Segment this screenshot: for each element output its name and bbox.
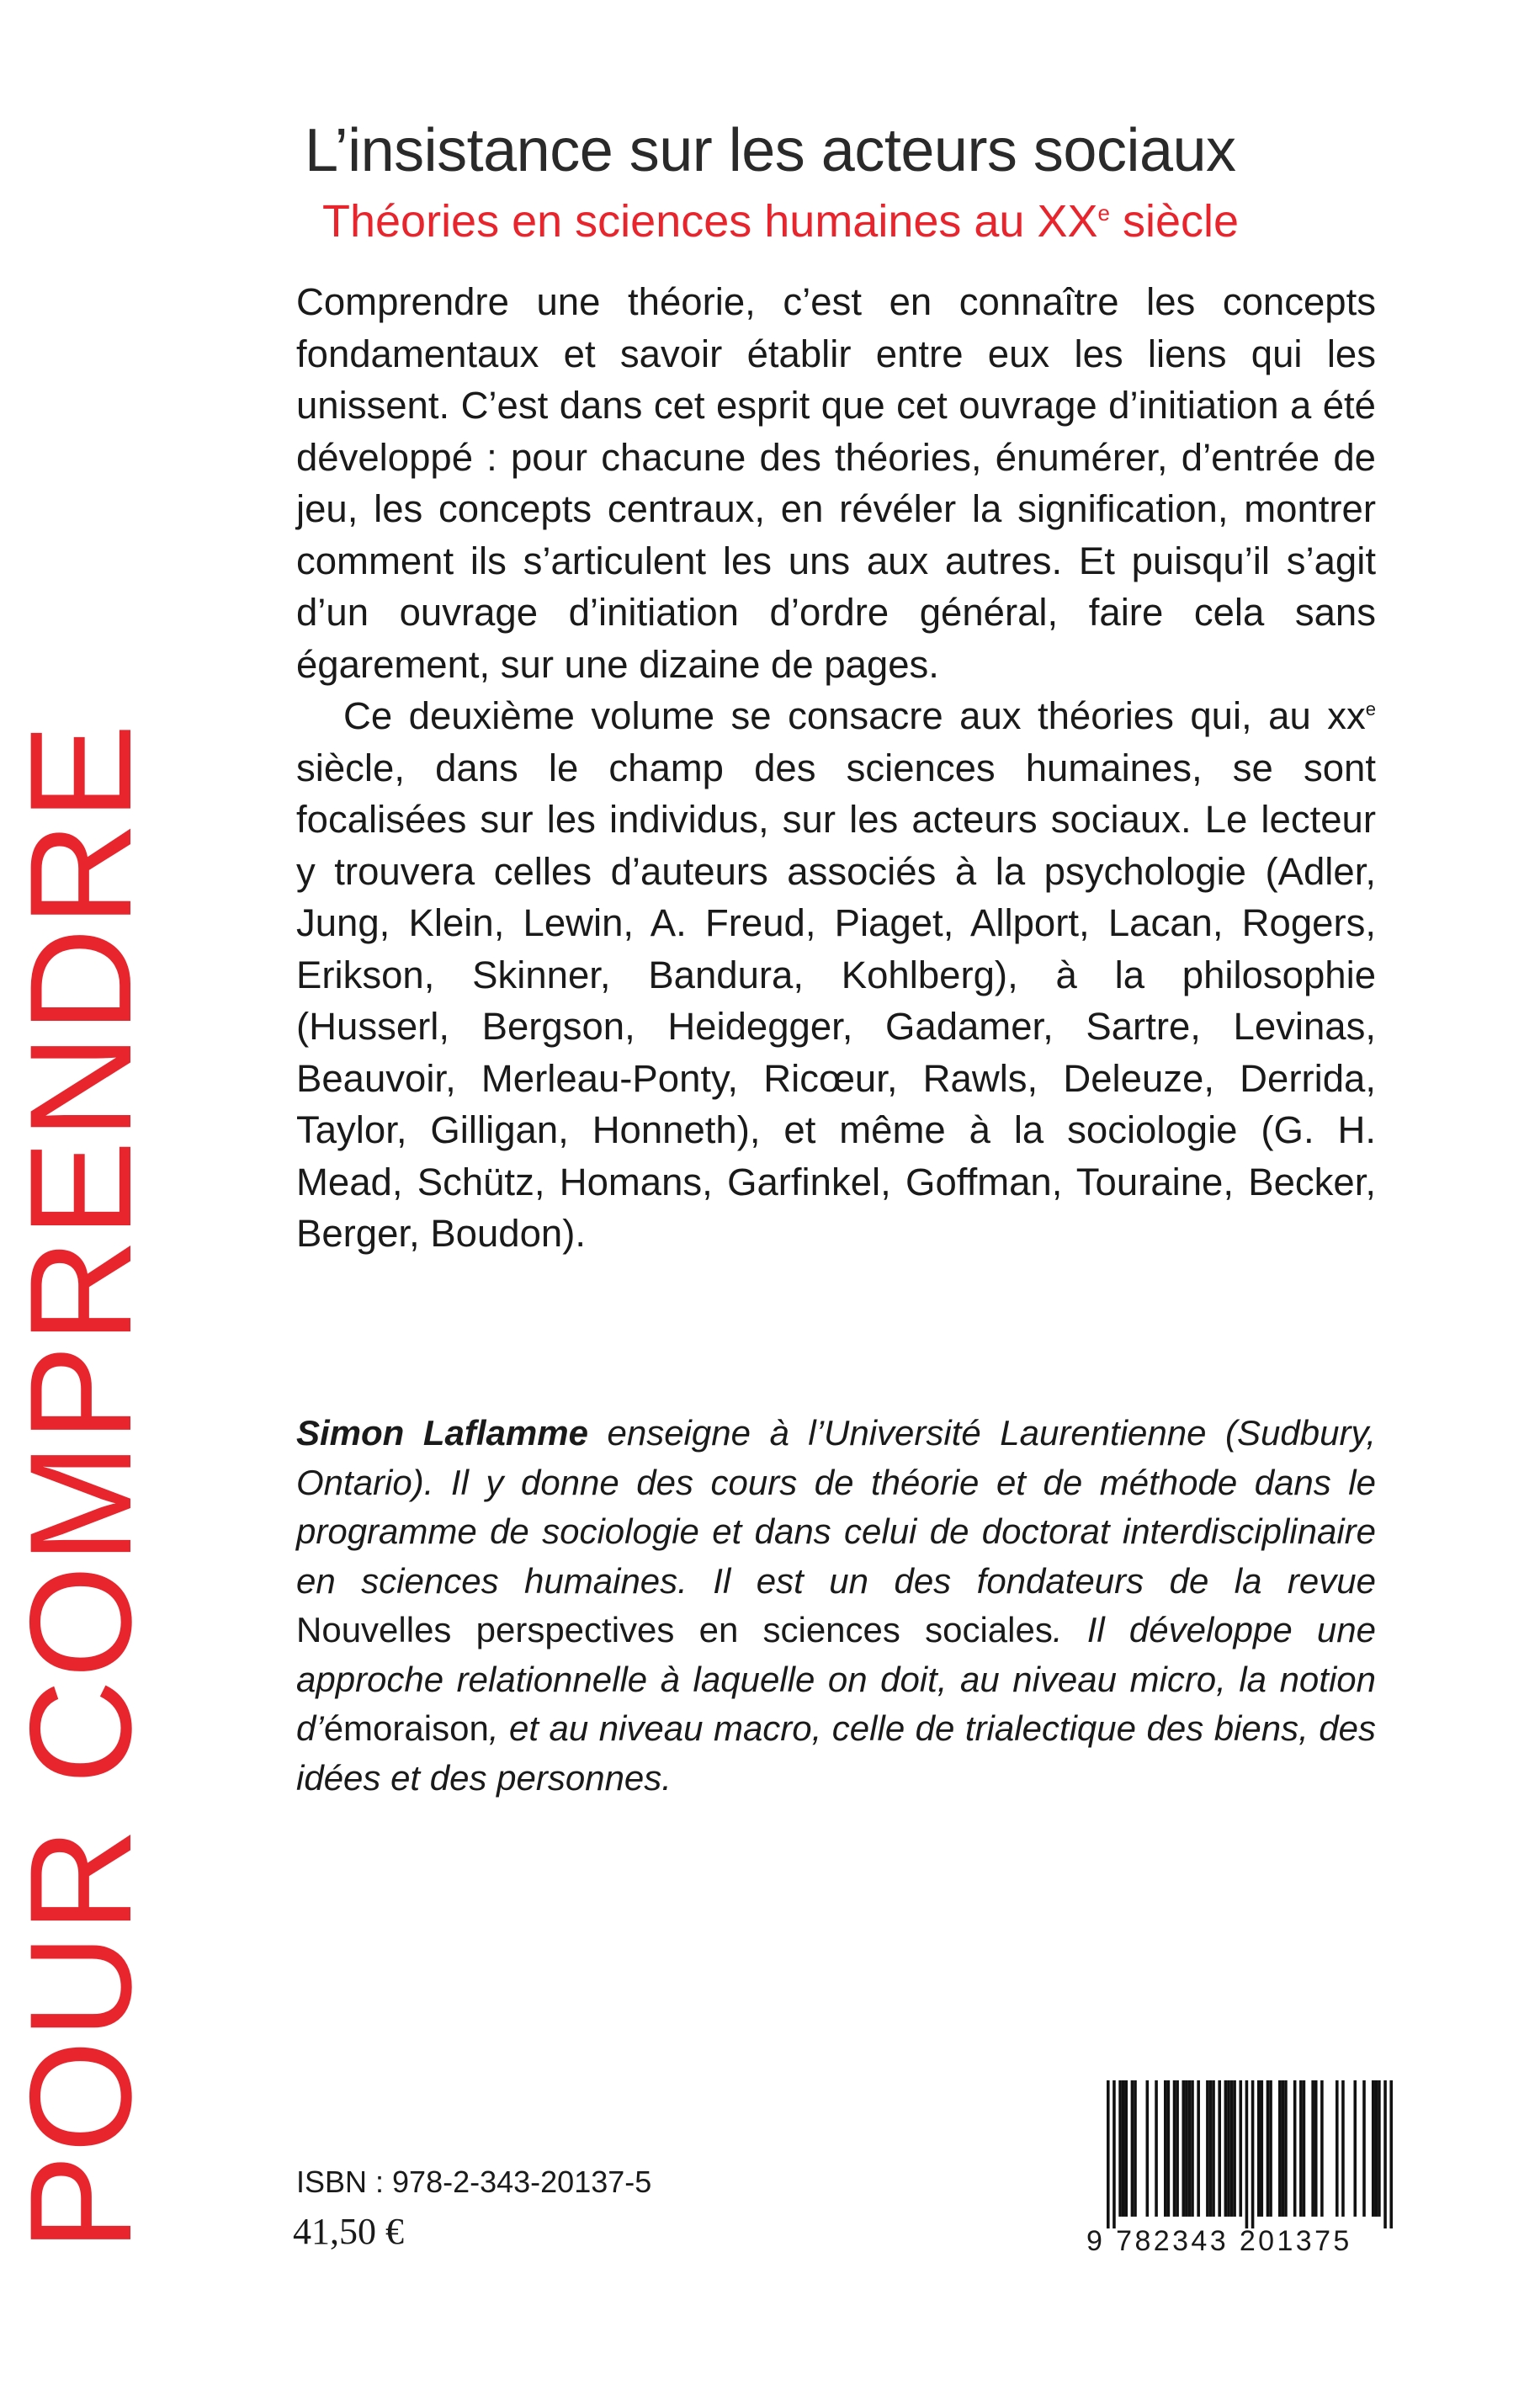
- century-superscript: e: [1365, 698, 1376, 720]
- barcode-bar: [1267, 2080, 1270, 2217]
- barcode-bar: [1118, 2080, 1122, 2217]
- barcode-bar: [1341, 2080, 1345, 2217]
- barcode-bar: [1218, 2080, 1221, 2217]
- barcode-bar: [1336, 2080, 1339, 2217]
- barcode-bar: [1124, 2080, 1128, 2217]
- barcode-bar: [1146, 2080, 1150, 2217]
- paragraph-2-rest: siècle, dans le champ des sciences humaines, se sont focalisées sur les individus, sur les acteurs sociaux. Le lecteur y trouvera celles d’auteurs associés à la psychologie (Adler, Jung, Klein, Lewin, A. Freud, Piaget, Allport, Lacan, Rogers, Erikson, Skinner, Bandura, Kohlberg), à la philosophie (Husserl, Bergson, Heidegger, Gadamer, Sartre, Levinas, Beauvoir, Merleau-Ponty, Ricœur, Rawls, Deleuze, Derrida, Taylor, Gilligan, Honneth), et même à la sociologie (G. H. Mead, Schütz, Homans, Garfinkel, Goffman, Touraine, Becker, Berger, Boudon).: [296, 746, 1376, 1255]
- barcode-bar: [1185, 2080, 1188, 2217]
- barcode-bar: [1230, 2080, 1234, 2217]
- isbn: ISBN : 978-2-343-20137-5: [296, 2165, 652, 2199]
- barcode-bar: [1278, 2080, 1282, 2217]
- barcode-bar: [1239, 2080, 1242, 2217]
- series-title-vertical: POUR COMPRENDRE: [0, 721, 162, 2251]
- century-numeral: xx: [1327, 694, 1366, 737]
- barcode-bar: [1164, 2080, 1167, 2217]
- barcode-bar: [1197, 2080, 1200, 2217]
- author-bio-text-1: enseigne à l’Université Laurentienne (Sudbury, Ontario). Il y donne des cours de théorie et de méthode dans le programme de sociologie et dans celui de doctorat interdisciplinaire en sciences humaines. Il est un des fondateurs de la revue: [296, 1413, 1376, 1601]
- barcode-bar: [1314, 2080, 1318, 2217]
- barcode-bar: [1206, 2080, 1209, 2217]
- barcode-bar: [1383, 2080, 1387, 2228]
- book-subtitle: [322, 195, 1239, 247]
- barcode-bar: [1375, 2080, 1378, 2217]
- barcode-bar: [1257, 2080, 1261, 2217]
- author-bio: [296, 1409, 1376, 1803]
- barcode-number: 9 782343 201375: [1086, 2225, 1352, 2257]
- barcode-bar: [1378, 2080, 1381, 2217]
- barcode-bar: [1107, 2080, 1110, 2228]
- barcode-bar: [1212, 2080, 1215, 2217]
- book-title: L’insistance sur les acteurs sociaux: [305, 117, 1236, 184]
- barcode-bar: [1284, 2080, 1288, 2217]
- barcode-bar: [1176, 2080, 1179, 2217]
- barcode-bar: [1155, 2080, 1158, 2217]
- barcode-bar: [1182, 2080, 1185, 2217]
- book-description: [296, 276, 1376, 1260]
- barcode-bar: [1224, 2080, 1228, 2217]
- subtitle-text-end: siècle: [1109, 196, 1240, 247]
- journal-title: Nouvelles perspectives en sciences sociales: [296, 1610, 1053, 1649]
- barcode-bar: [1353, 2080, 1357, 2217]
- barcode-bar: [1227, 2080, 1230, 2217]
- barcode-bar: [1122, 2080, 1125, 2217]
- author-bio-text-2: . Il développe une approche relationnelle à laquelle on doit, au niveau micro, la notion d’: [296, 1610, 1377, 1748]
- barcode-bar: [1113, 2080, 1116, 2228]
- barcode-bar: [1245, 2080, 1249, 2228]
- barcode-bar: [1191, 2080, 1194, 2217]
- description-paragraph-2: [296, 690, 1376, 1260]
- barcode: [1086, 2080, 1398, 2260]
- barcode-bar: [1303, 2080, 1306, 2217]
- author-name: Simon Laflamme: [296, 1413, 588, 1453]
- barcode-bar: [1209, 2080, 1213, 2217]
- barcode-bar: [1269, 2080, 1272, 2217]
- author-bio-paragraph: [296, 1409, 1376, 1803]
- barcode-bars: [1107, 2080, 1393, 2228]
- barcode-bar: [1173, 2080, 1176, 2217]
- price: 41,50 €: [293, 2211, 404, 2252]
- term-emoraison: émoraison: [323, 1708, 489, 1748]
- barcode-bar: [1282, 2080, 1285, 2217]
- barcode-bar: [1389, 2080, 1393, 2228]
- barcode-bar: [1293, 2080, 1297, 2217]
- paragraph-2-start: Ce deuxième volume se consacre aux théories qui, au: [343, 694, 1328, 737]
- barcode-bar: [1372, 2080, 1375, 2217]
- barcode-bar: [1134, 2080, 1137, 2217]
- barcode-bar: [1362, 2080, 1366, 2217]
- description-paragraph-1: Comprendre une théorie, c’est en connaître les concepts fondamentaux et savoir établir entre eux les liens qui les unissent. C’est dans cet esprit que cet ouvrage d’initiation a été développé : pour chacune des théories, énumérer, d’entrée de jeu, les concepts centraux, en révéler la signification, montrer comment ils s’articulent les uns aux autres. Et puisqu’il s’agit d’un ouvrage d’initiation d’ordre général, faire cela sans égarement, sur une dizaine de pages.: [296, 280, 1376, 686]
- barcode-bar: [1167, 2080, 1171, 2217]
- barcode-bar: [1251, 2080, 1255, 2228]
- barcode-bar: [1261, 2080, 1264, 2217]
- subtitle-text: Théories en sciences humaines au XX: [322, 196, 1098, 247]
- author-bio-text-3: , et au niveau macro, celle de trialectique des biens, des idées et des personnes.: [296, 1708, 1376, 1798]
- barcode-bar: [1299, 2080, 1303, 2217]
- subtitle-superscript: e: [1097, 200, 1110, 226]
- barcode-bar: [1233, 2080, 1236, 2217]
- barcode-bar: [1131, 2080, 1134, 2217]
- barcode-bar: [1188, 2080, 1192, 2217]
- barcode-bar: [1311, 2080, 1314, 2217]
- barcode-bar: [1320, 2080, 1324, 2217]
